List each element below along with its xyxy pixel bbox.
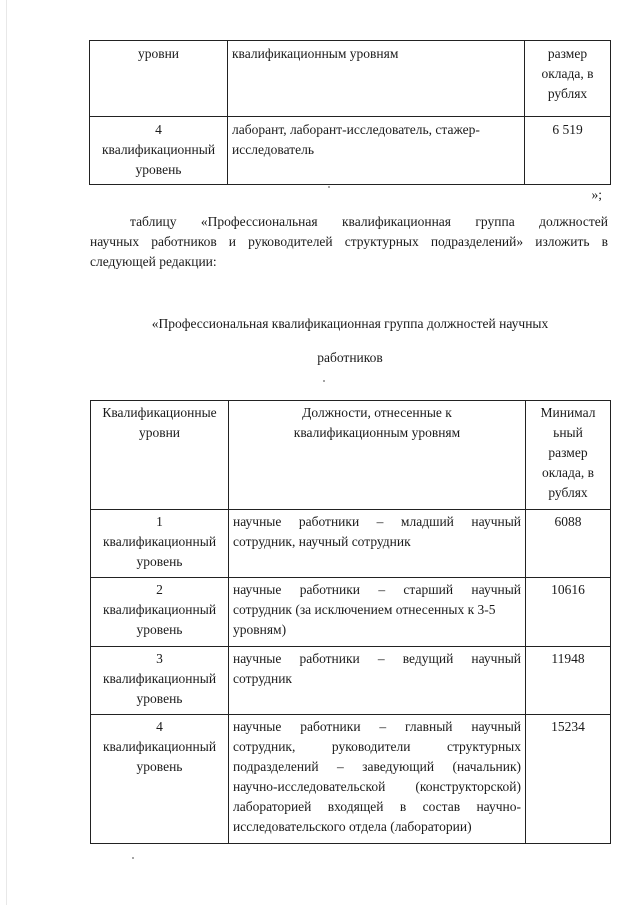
positions-cell: научные работники – старший научный сотрудник (за исключением отнесенных к 3-5 уровням) (229, 578, 526, 647)
salary-cell: 6 519 (525, 117, 611, 185)
salary-cell: 10616 (526, 578, 611, 647)
salary-cell: 15234 (526, 715, 611, 844)
positions-cell: научные работники – главный научный сотрудник, руководители структурных подразделений – заведующий (начальник) научно-исследовательской (конструкторской) лабораторией входящей в состав научно- исследовательского отдела (лаборатории) (229, 715, 526, 844)
salary-table-continued (89, 40, 611, 185)
paragraph-text: таблицу «Профессиональная квалификационная группа должностей (130, 214, 608, 229)
group-heading: «Профессиональная квалификационная группа должностей научных работников (151, 316, 549, 365)
salary-cell: размер оклада, в рублях (525, 41, 611, 117)
header-positions: Должности, отнесенные к квалификационным уровням (229, 401, 526, 510)
closing-quote: »; (591, 187, 602, 202)
level-cell: 4 квалификационный уровень (91, 715, 229, 844)
scan-edge (6, 0, 7, 905)
scan-speck (323, 380, 325, 382)
header-salary: Минимал ьный размер оклада, в рублях (526, 401, 611, 510)
level-cell: 4 квалификационный уровень (90, 117, 228, 185)
scan-speck (328, 186, 330, 188)
amendment-paragraph: таблицу «Профессиональная квалификационная группа должностей научных работников и руководителей структурных подразделений» изложить в следующей редакции: (90, 214, 608, 269)
positions-cell: научные работники – младший научный сотрудник, научный сотрудник (229, 510, 526, 578)
table-row (91, 715, 611, 844)
level-cell: уровни (90, 41, 228, 117)
salary-cell: 6088 (526, 510, 611, 578)
level-cell: 3 квалификационный уровень (91, 647, 229, 715)
level-cell: 2 квалификационный уровень (91, 578, 229, 647)
salary-cell: 11948 (526, 647, 611, 715)
level-cell: 1 квалификационный уровень (91, 510, 229, 578)
qualification-group-table (90, 400, 611, 844)
table-row (91, 578, 611, 647)
positions-cell: квалификационным уровням (228, 41, 525, 117)
table-row (90, 41, 611, 117)
scan-speck (132, 857, 134, 859)
table-row (90, 117, 611, 185)
table-row (91, 647, 611, 715)
table-header-row (91, 401, 611, 510)
header-level: Квалификационные уровни (91, 401, 229, 510)
positions-cell: научные работники – ведущий научный сотрудник (229, 647, 526, 715)
positions-cell: лаборант, лаборант-исследователь, стажер- исследователь (228, 117, 525, 185)
table-row (91, 510, 611, 578)
